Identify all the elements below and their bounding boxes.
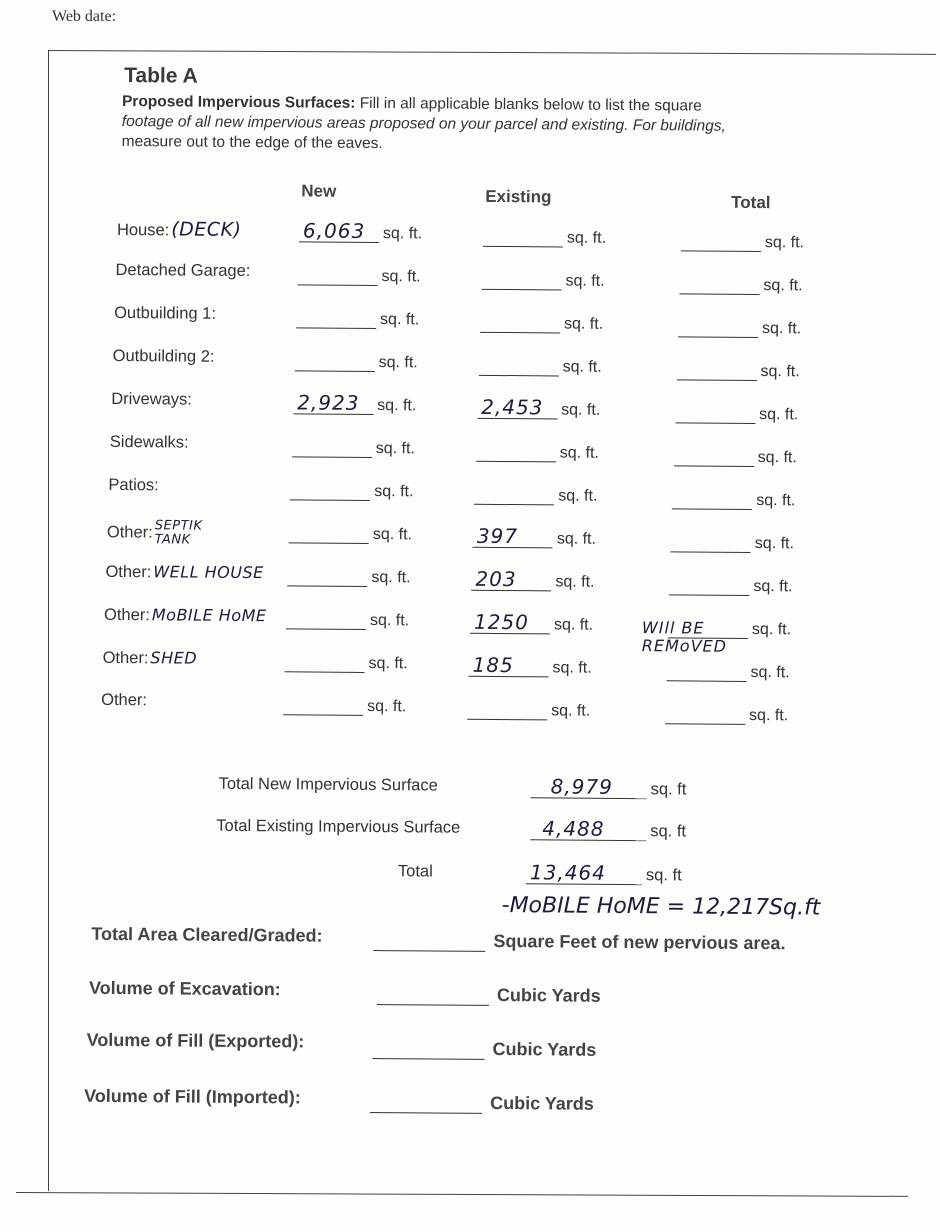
table-title: Table A — [124, 64, 198, 88]
field-patios-existing[interactable] — [474, 486, 597, 506]
field-other-4-new[interactable] — [285, 653, 408, 673]
field-other-1-new[interactable] — [289, 524, 412, 544]
instructions-text-4: measure out to the edge of the eaves. — [121, 133, 383, 153]
column-header-new: New — [301, 181, 337, 201]
row-label-other-3 — [104, 605, 267, 626]
field-unit: sq. ft. — [759, 406, 799, 424]
fill-exported-label: Volume of Fill (Exported): — [86, 1029, 305, 1052]
web-date-label: Web date: — [52, 8, 117, 25]
field-value-handwritten: 1250 — [473, 609, 530, 635]
field-blank-line — [474, 486, 554, 506]
table-instructions — [122, 92, 862, 158]
field-sidewalks-total[interactable] — [674, 447, 797, 467]
field-blank-line — [467, 701, 547, 721]
total-existing-label: Total Existing Impervious Surface — [216, 816, 461, 837]
field-other-4-existing[interactable] — [468, 652, 592, 678]
row-label-text: Other: — [103, 605, 150, 625]
field-unit: sq. ft. — [562, 358, 602, 376]
field-value-handwritten: 185 — [472, 652, 514, 678]
field-driveways-existing[interactable] — [477, 394, 601, 420]
field-unit: sq. ft. — [372, 525, 413, 544]
field-unit: sq. ft. — [556, 530, 597, 548]
row-note-handwritten: SHED — [150, 648, 198, 668]
field-unit: sq. ft. — [374, 483, 414, 501]
field-blank-line — [477, 394, 557, 420]
row-label-text: Other: — [106, 523, 153, 542]
field-blank-line — [669, 576, 749, 596]
field-blank-line — [473, 523, 553, 549]
total-new-unit: sq. ft — [650, 780, 687, 799]
row-label-sidewalks — [110, 433, 189, 453]
row-label-text: Other: — [101, 690, 148, 710]
field-house-new[interactable] — [299, 218, 423, 243]
field-blank-line — [283, 696, 363, 716]
total-existing-value: 4,488 — [542, 816, 605, 841]
field-other-5-new[interactable] — [283, 696, 406, 716]
field-unit: sq. ft. — [369, 611, 410, 630]
field-blank-line — [681, 232, 761, 252]
field-blank-line — [480, 314, 560, 334]
field-unit: sq. ft. — [380, 311, 420, 329]
field-unit: sq. ft. — [378, 354, 418, 372]
field-outbuilding-2-total[interactable] — [677, 361, 800, 381]
field-outbuilding-2-new[interactable] — [295, 352, 418, 372]
instructions-text-2: footage of all new impervious areas proposed on your parcel and existing. — [121, 113, 629, 134]
field-unit: sq. ft. — [558, 487, 598, 505]
field-blank-line — [481, 271, 561, 291]
field-blank-line — [293, 390, 373, 415]
row-label-patios — [108, 476, 159, 495]
field-blank-line — [296, 309, 376, 329]
field-unit: sq. ft. — [764, 234, 805, 252]
row-label-driveways — [111, 390, 192, 410]
row-note-handwritten: MoBILE HoME — [151, 605, 267, 626]
field-unit: sq. ft. — [760, 363, 800, 381]
row-label-outbuilding-2 — [113, 347, 215, 367]
total-value: 13,464 — [529, 860, 607, 885]
field-unit: sq. ft. — [756, 492, 796, 510]
field-blank-line — [471, 566, 551, 592]
field-other-5-total[interactable] — [665, 705, 788, 725]
row-note-handwritten: SEPTIK TANK — [154, 518, 203, 548]
total-new-field[interactable] — [531, 774, 687, 799]
row-label-other-5 — [101, 691, 147, 710]
total-new-label: Total New Impervious Surface — [218, 774, 438, 795]
field-value-handwritten: 203 — [475, 566, 517, 592]
field-blank-line — [666, 662, 746, 682]
column-header-total: Total — [731, 192, 771, 213]
row-label-text: Outbuilding 2: — [112, 346, 215, 366]
field-blank-line — [679, 275, 759, 295]
total-new-value: 8,979 — [550, 774, 613, 799]
field-blank-line — [289, 524, 369, 544]
field-blank-line — [292, 438, 372, 458]
row-label-text: House: — [116, 220, 170, 240]
row-label-text: Sidewalks: — [109, 432, 189, 452]
field-blank-line — [671, 533, 751, 553]
field-sidewalks-existing[interactable] — [476, 443, 599, 463]
field-blank-line — [677, 361, 757, 381]
row-label-text: Other: — [105, 562, 152, 582]
field-unit: sq. ft. — [371, 568, 411, 587]
fill-imported-field[interactable] — [370, 1092, 594, 1115]
field-detached-garage-new[interactable] — [297, 266, 420, 286]
field-outbuilding-1-total[interactable] — [678, 318, 801, 338]
field-driveways-total[interactable] — [675, 404, 798, 424]
field-blank-line — [470, 609, 550, 635]
field-value-handwritten: 2,923 — [297, 390, 360, 415]
field-house-total[interactable] — [681, 232, 804, 252]
field-other-1-existing[interactable] — [473, 523, 597, 549]
field-outbuilding-1-new[interactable] — [296, 309, 419, 329]
field-blank-line — [285, 653, 365, 673]
excavation-label: Volume of Excavation: — [88, 977, 281, 1000]
row-note-handwritten: WELL HOUSE — [153, 562, 264, 583]
field-unit: sq. ft. — [563, 315, 604, 333]
field-sidewalks-new[interactable] — [292, 438, 415, 458]
field-blank-line — [675, 404, 755, 424]
total-unit: sq. ft — [645, 866, 682, 885]
cleared-graded-unit: Square Feet of new pervious area. — [493, 930, 786, 954]
row-label-text: Detached Garage: — [115, 260, 251, 281]
field-blank-line — [672, 490, 752, 510]
fill-exported-unit: Cubic Yards — [492, 1038, 597, 1060]
field-unit: sq. ft. — [552, 659, 592, 677]
field-outbuilding-2-existing[interactable] — [479, 357, 602, 377]
instructions-text-1: Fill in all applicable blanks below to list the square — [355, 94, 702, 115]
field-unit: sq. ft. — [381, 268, 421, 286]
field-other-3-total[interactable] — [641, 618, 792, 656]
field-blank-line — [674, 447, 754, 467]
field-blank-line — [678, 318, 758, 338]
field-detached-garage-existing[interactable] — [481, 271, 604, 291]
field-blank-line — [299, 218, 379, 243]
field-unit: sq. ft. — [754, 534, 795, 553]
field-unit: sq. ft. — [566, 229, 607, 247]
field-unit: sq. ft. — [368, 654, 408, 673]
total-existing-unit: sq. ft — [650, 822, 687, 841]
instructions-text-3: For buildings, — [628, 116, 726, 135]
field-unit: sq. ft. — [751, 620, 792, 639]
field-blank-line — [290, 481, 370, 501]
field-other-2-total[interactable] — [669, 576, 792, 596]
field-other-1-total[interactable] — [671, 533, 794, 553]
field-blank-line — [287, 567, 367, 587]
row-label-outbuilding-1 — [114, 304, 216, 324]
field-patios-total[interactable] — [672, 490, 795, 510]
field-other-4-total[interactable] — [666, 662, 789, 682]
field-unit: sq. ft. — [555, 573, 595, 591]
field-unit: sq. ft. — [377, 397, 417, 415]
field-house-existing[interactable] — [483, 228, 606, 248]
field-blank-line — [641, 618, 748, 656]
mobile-home-note: -MoBILE HoME = 12,217Sq.ft — [501, 893, 821, 921]
field-unit: sq. ft. — [761, 320, 802, 338]
field-unit: sq. ft. — [750, 663, 790, 682]
field-blank-line — [295, 352, 375, 372]
row-label-other-2 — [105, 562, 263, 583]
field-other-3-new[interactable] — [286, 610, 409, 630]
field-outbuilding-1-existing[interactable] — [480, 314, 603, 334]
field-detached-garage-total[interactable] — [679, 275, 802, 295]
field-value-handwritten: 6,063 — [302, 218, 366, 243]
fill-imported-label: Volume of Fill (Imported): — [84, 1085, 301, 1108]
field-unit: sq. ft. — [561, 401, 601, 419]
cleared-graded-field[interactable] — [373, 930, 785, 954]
row-label-text: Outbuilding 1: — [114, 303, 217, 323]
row-label-other-1 — [107, 519, 215, 548]
field-value-handwritten: 397 — [476, 523, 519, 549]
field-other-5-existing[interactable] — [467, 701, 590, 721]
field-unit: sq. ft. — [382, 225, 423, 243]
field-unit: sq. ft. — [757, 449, 797, 467]
field-unit: sq. ft. — [565, 272, 605, 290]
field-unit: sq. ft. — [753, 577, 793, 596]
field-blank-line — [468, 652, 548, 678]
field-blank-line — [483, 228, 563, 248]
row-label-text: Other: — [102, 648, 149, 668]
total-field[interactable] — [526, 860, 682, 885]
total-existing-field[interactable] — [530, 816, 687, 841]
field-unit: sq. ft. — [551, 702, 591, 720]
field-unit: sq. ft. — [763, 277, 803, 295]
row-label-other-4 — [103, 648, 198, 669]
row-label-text: Driveways: — [111, 389, 193, 409]
excavation-field[interactable] — [377, 984, 601, 1007]
field-other-2-new[interactable] — [287, 567, 410, 587]
instructions-heading: Proposed Impervious Surfaces: — [121, 93, 356, 112]
field-unit: sq. ft. — [375, 440, 415, 458]
field-other-2-existing[interactable] — [471, 566, 595, 592]
field-value-handwritten: 2,453 — [481, 394, 544, 420]
excavation-unit: Cubic Yards — [496, 984, 601, 1006]
fill-exported-field[interactable] — [372, 1038, 596, 1061]
field-blank-line — [665, 705, 745, 725]
field-unit: sq. ft. — [559, 444, 599, 462]
field-unit: sq. ft. — [553, 616, 594, 634]
cleared-graded-label: Total Area Cleared/Graded: — [91, 923, 323, 946]
row-label-detached-garage — [115, 261, 250, 281]
field-unit: sq. ft. — [749, 706, 789, 725]
field-blank-line — [479, 357, 559, 377]
row-label-house — [117, 218, 242, 241]
field-blank-line — [286, 610, 366, 630]
column-header-existing: Existing — [485, 186, 552, 207]
field-value-handwritten: WIll BE REMoVED — [641, 618, 728, 656]
fill-imported-unit: Cubic Yards — [490, 1092, 594, 1114]
field-other-3-existing[interactable] — [470, 609, 594, 635]
row-label-text: Patios: — [108, 475, 159, 495]
field-driveways-new[interactable] — [293, 390, 417, 415]
row-note-handwritten: (DECK) — [171, 218, 242, 241]
total-label: Total — [397, 862, 433, 881]
field-patios-new[interactable] — [290, 481, 413, 501]
field-blank-line — [476, 443, 556, 463]
field-blank-line — [297, 266, 377, 286]
field-unit: sq. ft. — [367, 697, 407, 716]
